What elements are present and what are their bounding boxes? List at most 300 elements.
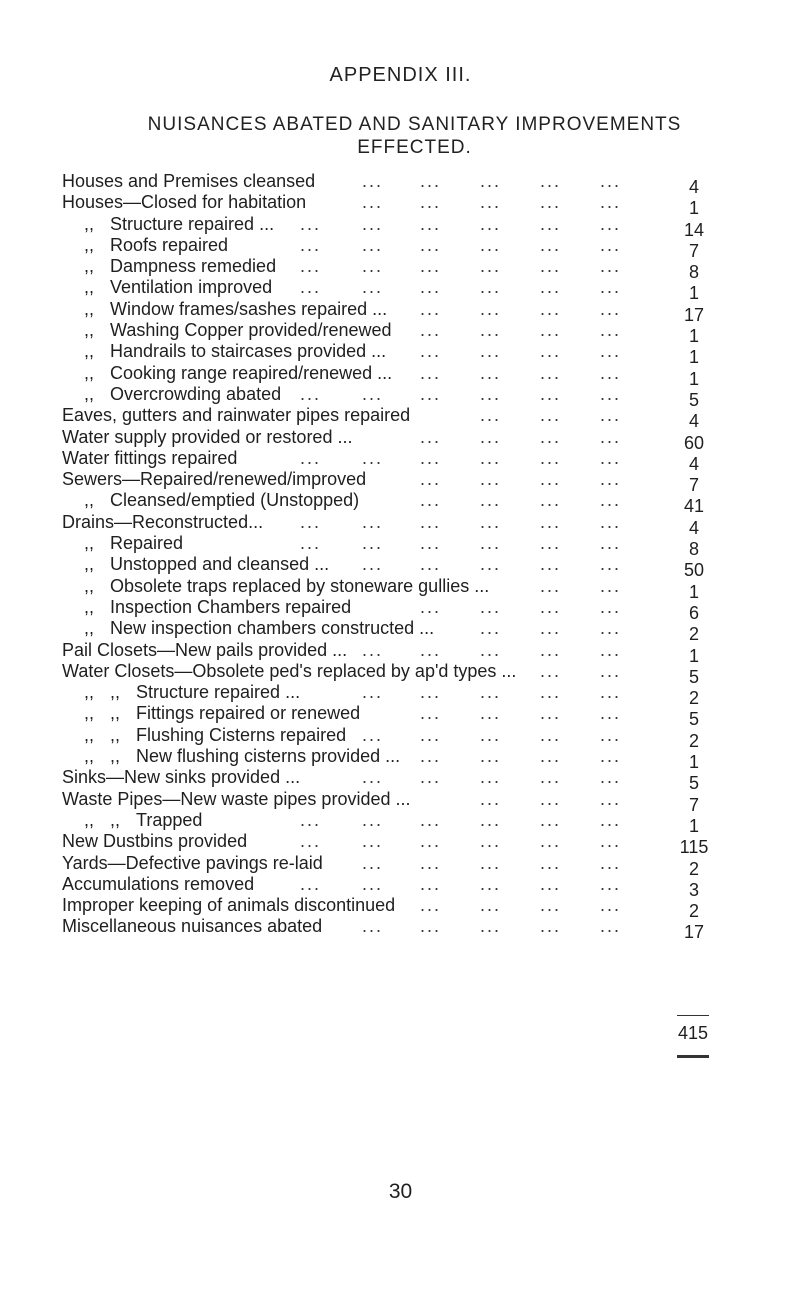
- leader-dots: ...: [362, 682, 384, 703]
- item-value: 5: [688, 709, 699, 730]
- ditto-mark: ,,: [84, 298, 95, 319]
- leader-dots: ...: [480, 596, 502, 617]
- item-value: 7: [688, 240, 699, 261]
- leader-dots: ...: [540, 383, 562, 404]
- leader-dots: ...: [600, 511, 622, 532]
- leader-dots: ...: [540, 916, 562, 937]
- leader-dots: ...: [420, 192, 442, 213]
- ditto-mark: ,,: [84, 341, 95, 362]
- total-rule-bottom: [677, 1055, 709, 1058]
- leader-dots: ...: [600, 298, 622, 319]
- list-item: [0, 554, 801, 581]
- leader-dots: ...: [540, 639, 562, 660]
- item-value: 2: [688, 901, 699, 922]
- leader-dots: ...: [540, 873, 562, 894]
- leader-dots: ...: [540, 171, 562, 191]
- item-label-text: New flushing cisterns provided ...: [136, 746, 401, 767]
- item-label-text: Obsolete traps replaced by stoneware gullies ...: [110, 575, 490, 596]
- leader-dots: ...: [540, 320, 562, 341]
- item-label-text: Fittings repaired or renewed: [136, 703, 361, 724]
- leader-dots: ...: [600, 213, 622, 234]
- leader-dots: ...: [420, 490, 442, 511]
- item-label: [84, 235, 228, 256]
- leader-dots: ...: [600, 405, 622, 426]
- leader-dots: ...: [420, 511, 442, 532]
- leader-dots: ...: [480, 234, 502, 255]
- item-label: [62, 512, 263, 533]
- leader-dots: ...: [480, 447, 502, 468]
- list-item: [0, 213, 801, 240]
- item-label: [62, 767, 300, 788]
- leader-dots: ...: [362, 639, 384, 660]
- leader-dots: ...: [600, 660, 622, 681]
- ditto-mark: ,,: [84, 256, 95, 277]
- leader-dots: ...: [480, 618, 502, 639]
- item-value: 4: [688, 177, 699, 197]
- leader-dots: ...: [540, 788, 562, 809]
- leader-dots: ...: [600, 831, 622, 852]
- leader-dots: ...: [600, 852, 622, 873]
- item-label-text: Washing Copper provided/renewed: [110, 320, 392, 341]
- item-value: 1: [688, 645, 699, 666]
- item-label-text: Trapped: [136, 809, 203, 830]
- item-label-text: Repaired: [110, 533, 184, 554]
- list-item: [0, 533, 801, 560]
- list-item: [0, 171, 801, 197]
- item-value: 5: [688, 389, 699, 410]
- leader-dots: ...: [362, 171, 384, 191]
- item-label-text: Handrails to staircases provided ...: [110, 341, 387, 362]
- list-item: [0, 192, 801, 219]
- item-label: [62, 469, 366, 490]
- leader-dots: ...: [300, 256, 322, 277]
- item-label-text: New inspection chambers constructed ...: [110, 618, 435, 639]
- item-label-text: Water supply provided or restored ...: [62, 426, 353, 447]
- leader-dots: ...: [420, 341, 442, 362]
- list-item: [0, 320, 801, 347]
- leader-dots: ...: [362, 809, 384, 830]
- item-label-text: Yards—Defective pavings re-laid: [62, 852, 323, 873]
- leader-dots: ...: [420, 298, 442, 319]
- item-label: [84, 682, 300, 703]
- item-value: 1: [688, 752, 699, 773]
- leader-dots: ...: [362, 447, 384, 468]
- list-item: [0, 490, 801, 517]
- item-label: [62, 916, 322, 937]
- item-label: [62, 831, 247, 852]
- leader-dots: ...: [480, 511, 502, 532]
- leader-dots: ...: [600, 192, 622, 213]
- item-value: 4: [688, 453, 699, 474]
- leader-dots: ...: [600, 469, 622, 490]
- leader-dots: ...: [300, 533, 322, 554]
- item-label: [62, 853, 323, 874]
- item-label-text: Water Closets—Obsolete ped's replaced by ap'd types ...: [62, 660, 517, 681]
- item-label-text: Pail Closets—New pails provided ...: [62, 639, 348, 660]
- leader-dots: ...: [420, 447, 442, 468]
- item-value: 7: [688, 475, 699, 496]
- item-label: [84, 299, 387, 320]
- item-label-text: Overcrowding abated: [110, 383, 282, 404]
- leader-dots: ...: [480, 895, 502, 916]
- leader-dots: ...: [540, 426, 562, 447]
- list-item: [0, 575, 801, 602]
- item-value: 2: [688, 858, 699, 879]
- item-label: [84, 746, 400, 767]
- leader-dots: ...: [480, 724, 502, 745]
- item-value: 1: [688, 815, 699, 836]
- item-label: [84, 554, 329, 575]
- leader-dots: ...: [420, 831, 442, 852]
- item-value: 1: [688, 581, 699, 602]
- item-value: 17: [683, 922, 705, 943]
- item-label-text: Houses—Closed for habitation: [62, 192, 307, 213]
- item-label-text: Structure repaired ...: [110, 213, 275, 234]
- leader-dots: ...: [600, 234, 622, 255]
- leader-dots: ...: [362, 213, 384, 234]
- leader-dots: ...: [600, 426, 622, 447]
- item-value: 115: [679, 837, 709, 858]
- item-value: 8: [688, 262, 699, 283]
- item-label: [84, 703, 360, 724]
- list-item: [0, 341, 801, 368]
- list-item: [0, 703, 801, 730]
- list-item: [0, 767, 801, 794]
- ditto-mark: ,,: [110, 746, 121, 767]
- leader-dots: ...: [600, 873, 622, 894]
- appendix-title: APPENDIX III.: [329, 64, 472, 86]
- leader-dots: ...: [420, 809, 442, 830]
- item-label-text: Water fittings repaired: [62, 447, 238, 468]
- item-label: [62, 874, 254, 895]
- leader-dots: ...: [600, 533, 622, 554]
- item-value: 5: [688, 773, 699, 794]
- leader-dots: ...: [480, 469, 502, 490]
- item-label: [62, 789, 411, 810]
- leader-dots: ...: [540, 298, 562, 319]
- item-value: 2: [688, 688, 699, 709]
- leader-dots: ...: [300, 447, 322, 468]
- list-item: [0, 788, 801, 815]
- leader-dots: ...: [540, 703, 562, 724]
- leader-dots: ...: [540, 767, 562, 788]
- leader-dots: ...: [420, 873, 442, 894]
- leader-dots: ...: [420, 596, 442, 617]
- list-item: [0, 426, 801, 453]
- leader-dots: ...: [420, 256, 442, 277]
- ditto-mark: ,,: [84, 362, 95, 383]
- leader-dots: ...: [420, 213, 442, 234]
- list-item: [0, 639, 801, 666]
- list-item: [0, 660, 801, 687]
- item-label-text: Window frames/sashes repaired ...: [110, 298, 388, 319]
- leader-dots: ...: [420, 724, 442, 745]
- ditto-mark: ,,: [84, 618, 95, 639]
- leader-dots: ...: [480, 341, 502, 362]
- leader-dots: ...: [362, 724, 384, 745]
- leader-dots: ...: [540, 341, 562, 362]
- leader-dots: ...: [420, 234, 442, 255]
- leader-dots: ...: [300, 234, 322, 255]
- leader-dots: ...: [420, 320, 442, 341]
- item-label: [84, 320, 392, 341]
- leader-dots: ...: [362, 383, 384, 404]
- item-label-text: Improper keeping of animals discontinued: [62, 895, 396, 916]
- item-label-text: Ventilation improved: [110, 277, 273, 298]
- leader-dots: ...: [420, 426, 442, 447]
- list-item: [0, 831, 801, 858]
- leader-dots: ...: [600, 490, 622, 511]
- ditto-mark: ,,: [84, 724, 95, 745]
- leader-dots: ...: [480, 383, 502, 404]
- item-label-text: Flushing Cisterns repaired: [136, 724, 347, 745]
- list-item: [0, 447, 801, 474]
- leader-dots: ...: [362, 192, 384, 213]
- list-item: [0, 895, 801, 922]
- list-item: [0, 852, 801, 879]
- leader-dots: ...: [600, 447, 622, 468]
- list-item: [0, 362, 801, 389]
- list-item: [0, 682, 801, 709]
- ditto-mark: ,,: [84, 682, 95, 703]
- list-item: [0, 596, 801, 623]
- leader-dots: ...: [480, 426, 502, 447]
- leader-dots: ...: [540, 277, 562, 298]
- leader-dots: ...: [362, 256, 384, 277]
- leader-dots: ...: [540, 660, 562, 681]
- leader-dots: ...: [420, 703, 442, 724]
- leader-dots: ...: [540, 469, 562, 490]
- leader-dots: ...: [540, 362, 562, 383]
- leader-dots: ...: [480, 767, 502, 788]
- item-label: [62, 171, 315, 192]
- leader-dots: ...: [420, 639, 442, 660]
- leader-dots: ...: [480, 703, 502, 724]
- leader-dots: ...: [540, 682, 562, 703]
- leader-dots: ...: [420, 469, 442, 490]
- leader-dots: ...: [600, 639, 622, 660]
- nuisances-list: [0, 171, 801, 943]
- leader-dots: ...: [300, 511, 322, 532]
- list-item: [0, 383, 801, 410]
- item-label-text: Drains—Reconstructed...: [62, 511, 264, 532]
- leader-dots: ...: [480, 746, 502, 767]
- ditto-mark: ,,: [110, 682, 121, 703]
- leader-dots: ...: [600, 916, 622, 937]
- leader-dots: ...: [600, 788, 622, 809]
- page-number: 30: [388, 1180, 413, 1203]
- item-label: [84, 341, 386, 362]
- leader-dots: ...: [420, 362, 442, 383]
- item-value: 60: [683, 432, 705, 453]
- item-value: 8: [688, 539, 699, 560]
- leader-dots: ...: [540, 511, 562, 532]
- leader-dots: ...: [540, 852, 562, 873]
- item-label: [84, 277, 272, 298]
- list-item: [0, 405, 801, 432]
- leader-dots: ...: [540, 533, 562, 554]
- item-label: [84, 214, 274, 235]
- ditto-mark: ,,: [110, 809, 121, 830]
- item-value: 1: [688, 326, 699, 347]
- item-value: 17: [683, 304, 705, 325]
- list-item: [0, 618, 801, 645]
- leader-dots: ...: [420, 852, 442, 873]
- item-value: 1: [688, 347, 699, 368]
- leader-dots: ...: [300, 809, 322, 830]
- ditto-mark: ,,: [84, 533, 95, 554]
- item-value: 14: [683, 219, 705, 240]
- ditto-mark: ,,: [110, 703, 121, 724]
- leader-dots: ...: [420, 171, 442, 191]
- leader-dots: ...: [480, 362, 502, 383]
- leader-dots: ...: [420, 682, 442, 703]
- leader-dots: ...: [480, 852, 502, 873]
- item-value: 6: [688, 602, 699, 623]
- ditto-mark: ,,: [84, 277, 95, 298]
- ditto-mark: ,,: [84, 746, 95, 767]
- list-item: [0, 298, 801, 325]
- item-value: 2: [688, 624, 699, 645]
- leader-dots: ...: [420, 533, 442, 554]
- list-item: [0, 746, 801, 773]
- leader-dots: ...: [480, 213, 502, 234]
- leader-dots: ...: [480, 682, 502, 703]
- leader-dots: ...: [420, 767, 442, 788]
- leader-dots: ...: [300, 277, 322, 298]
- item-label-text: Inspection Chambers repaired: [110, 596, 352, 617]
- leader-dots: ...: [600, 596, 622, 617]
- leader-dots: ...: [420, 554, 442, 575]
- ditto-mark: ,,: [84, 320, 95, 341]
- leader-dots: ...: [540, 724, 562, 745]
- leader-dots: ...: [362, 767, 384, 788]
- leader-dots: ...: [420, 746, 442, 767]
- list-item: [0, 916, 801, 943]
- leader-dots: ...: [600, 362, 622, 383]
- leader-dots: ...: [600, 575, 622, 596]
- list-item: [0, 511, 801, 538]
- leader-dots: ...: [300, 831, 322, 852]
- leader-dots: ...: [600, 724, 622, 745]
- item-label: [84, 256, 276, 277]
- section-title-line1: NUISANCES ABATED AND SANITARY IMPROVEMENTS: [147, 114, 682, 135]
- item-value: 1: [688, 368, 699, 389]
- leader-dots: ...: [480, 490, 502, 511]
- ditto-mark: ,,: [84, 575, 95, 596]
- item-label: [84, 597, 351, 618]
- item-label-text: New Dustbins provided: [62, 831, 248, 852]
- ditto-mark: ,,: [84, 490, 95, 511]
- item-label-text: Sinks—New sinks provided ...: [62, 767, 301, 788]
- list-item: [0, 873, 801, 900]
- item-value: 7: [688, 794, 699, 815]
- leader-dots: ...: [600, 554, 622, 575]
- item-label-text: Dampness remedied: [110, 256, 277, 277]
- leader-dots: ...: [300, 213, 322, 234]
- item-label: [62, 448, 237, 469]
- leader-dots: ...: [362, 852, 384, 873]
- leader-dots: ...: [362, 234, 384, 255]
- list-item: [0, 469, 801, 496]
- leader-dots: ...: [600, 809, 622, 830]
- item-value: 1: [688, 198, 699, 219]
- leader-dots: ...: [540, 575, 562, 596]
- leader-dots: ...: [540, 447, 562, 468]
- leader-dots: ...: [480, 256, 502, 277]
- list-item: [0, 234, 801, 261]
- leader-dots: ...: [540, 192, 562, 213]
- ditto-mark: ,,: [84, 703, 95, 724]
- item-value: 1: [688, 283, 699, 304]
- leader-dots: ...: [480, 554, 502, 575]
- item-label-text: Cleansed/emptied (Unstopped): [110, 490, 360, 511]
- leader-dots: ...: [600, 703, 622, 724]
- leader-dots: ...: [540, 831, 562, 852]
- item-label: [62, 895, 395, 916]
- item-label-text: Cooking range reapired/renewed ...: [110, 362, 393, 383]
- leader-dots: ...: [480, 809, 502, 830]
- ditto-mark: ,,: [84, 213, 95, 234]
- leader-dots: ...: [600, 320, 622, 341]
- leader-dots: ...: [600, 341, 622, 362]
- list-item: [0, 277, 801, 304]
- ditto-mark: ,,: [84, 234, 95, 255]
- item-label: [62, 405, 410, 426]
- item-label: [84, 363, 392, 384]
- leader-dots: ...: [540, 618, 562, 639]
- ditto-mark: ,,: [84, 596, 95, 617]
- item-label-text: Structure repaired ...: [136, 682, 301, 703]
- leader-dots: ...: [480, 916, 502, 937]
- item-label-text: Miscellaneous nuisances abated: [62, 916, 323, 937]
- item-label: [84, 384, 281, 405]
- item-label-text: Eaves, gutters and rainwater pipes repaired: [62, 405, 411, 426]
- ditto-mark: ,,: [110, 724, 121, 745]
- leader-dots: ...: [600, 682, 622, 703]
- item-label-text: Unstopped and cleansed ...: [110, 554, 330, 575]
- leader-dots: ...: [540, 809, 562, 830]
- total-value: 415: [677, 1023, 709, 1043]
- leader-dots: ...: [600, 383, 622, 404]
- leader-dots: ...: [362, 277, 384, 298]
- item-label: [62, 192, 306, 213]
- leader-dots: ...: [480, 320, 502, 341]
- leader-dots: ...: [480, 171, 502, 191]
- leader-dots: ...: [420, 277, 442, 298]
- item-label: [84, 576, 489, 597]
- leader-dots: ...: [480, 533, 502, 554]
- list-item: [0, 256, 801, 283]
- leader-dots: ...: [480, 831, 502, 852]
- leader-dots: ...: [420, 916, 442, 937]
- leader-dots: ...: [540, 405, 562, 426]
- leader-dots: ...: [540, 256, 562, 277]
- item-label: [84, 490, 359, 511]
- item-value: 2: [688, 730, 699, 751]
- leader-dots: ...: [540, 746, 562, 767]
- leader-dots: ...: [362, 533, 384, 554]
- item-label-text: Accumulations removed: [62, 873, 255, 894]
- leader-dots: ...: [600, 618, 622, 639]
- leader-dots: ...: [362, 554, 384, 575]
- item-label-text: Roofs repaired: [110, 234, 229, 255]
- item-label: [84, 533, 183, 554]
- leader-dots: ...: [300, 383, 322, 404]
- leader-dots: ...: [540, 554, 562, 575]
- item-label-text: Houses and Premises cleansed: [62, 171, 316, 191]
- leader-dots: ...: [480, 873, 502, 894]
